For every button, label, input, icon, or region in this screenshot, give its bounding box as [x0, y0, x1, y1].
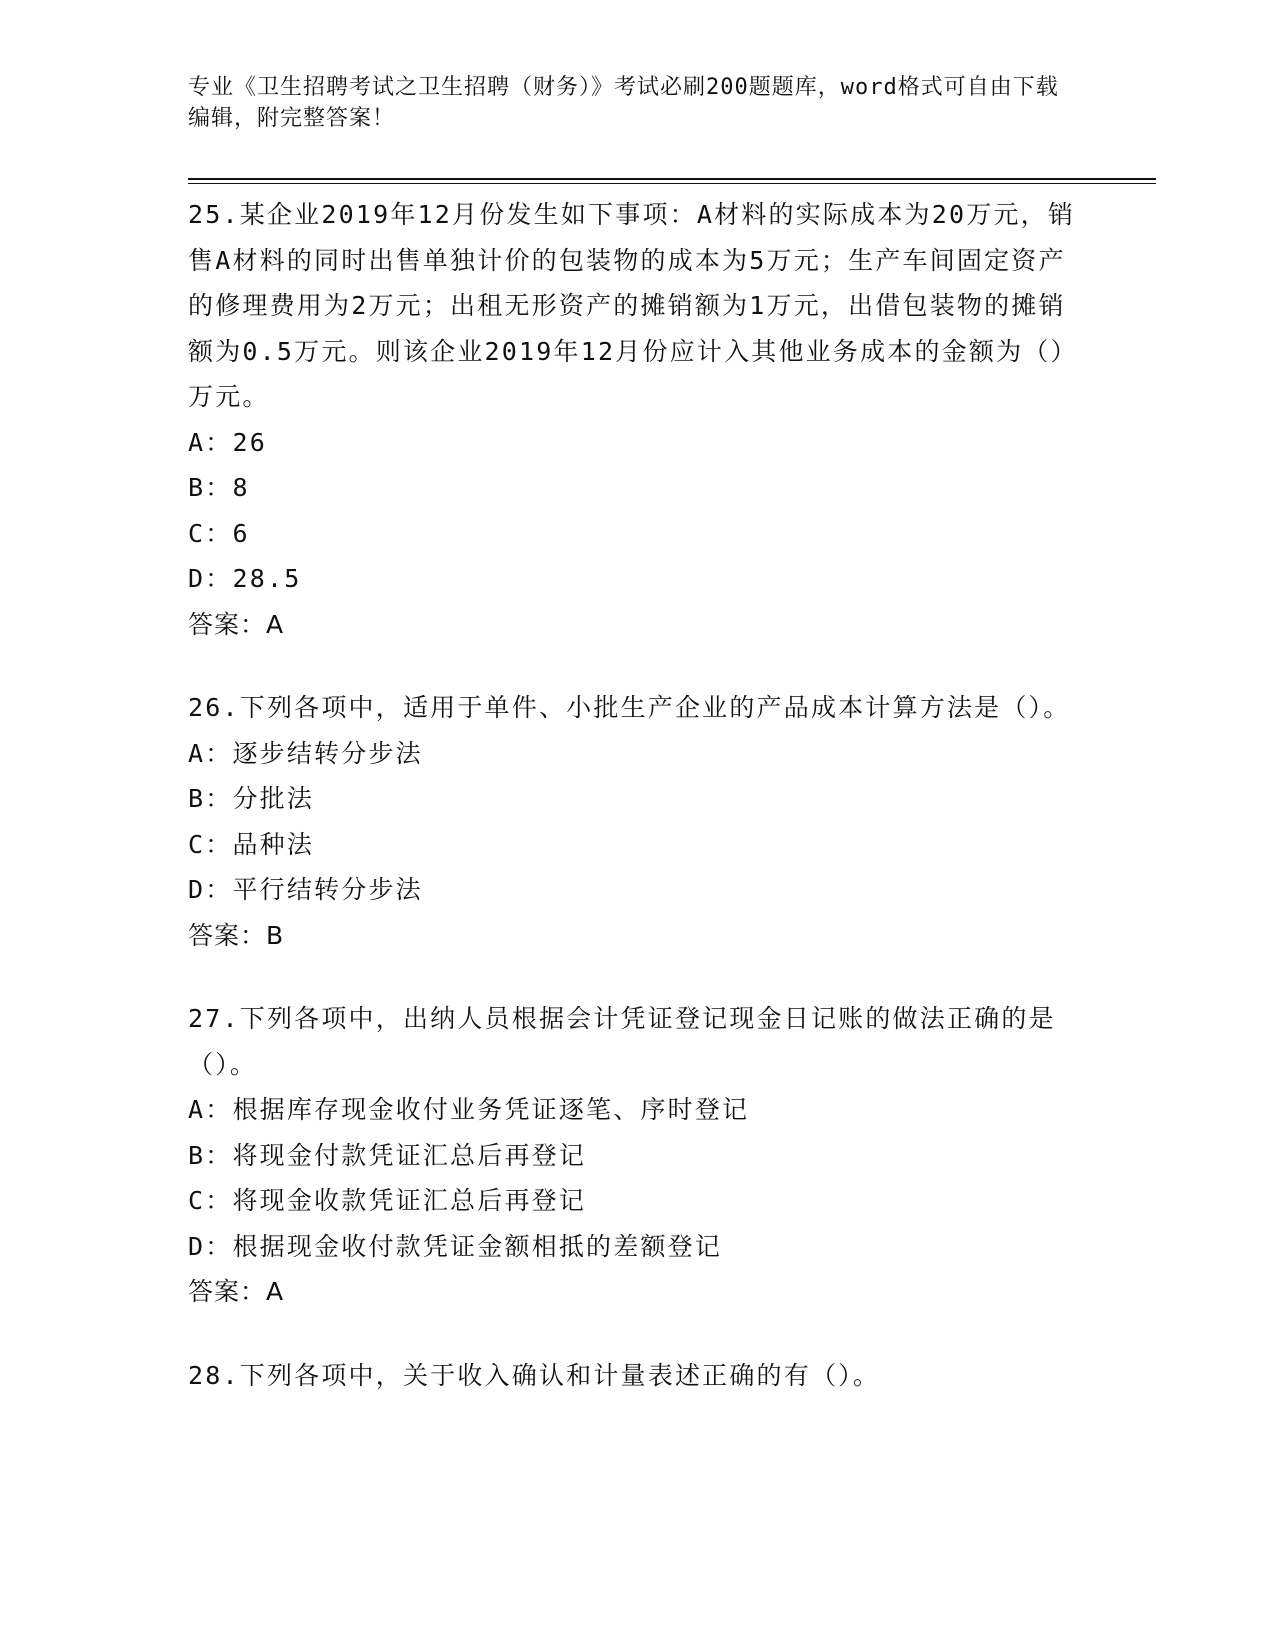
- question-list: [188, 192, 1088, 1436]
- answer-label: 答案：B: [188, 920, 285, 950]
- question-26: [188, 685, 1088, 958]
- option-b: B：分批法: [188, 784, 315, 813]
- question-text: 25.某企业2019年12月份发生如下事项：A材料的实际成本为20万元，销售A材料的同时出售单独计价的包装物的成本为5万元；生产车间固定资产的修理费用为2万元；出租无形资产的摊销额为1万元，出借包装物的摊销额为0.5万元。则该企业2019年12月份应计入其他业务成本的金额为（）万元。: [188, 200, 1078, 411]
- option-b: B：8: [188, 473, 250, 502]
- option-c: C：6: [188, 518, 250, 548]
- option-d: D：平行结转分步法: [188, 875, 423, 904]
- question-27: [188, 996, 1088, 1315]
- header-divider-thin: [188, 183, 1156, 184]
- header-divider-thick: [188, 178, 1156, 180]
- option-b: B：将现金付款凭证汇总后再登记: [188, 1140, 587, 1170]
- option-c: C：将现金收款凭证汇总后再登记: [188, 1186, 587, 1215]
- document-header: 专业《卫生招聘考试之卫生招聘（财务）》考试必刷200题题库，word格式可自由下载编辑，附完整答案！: [188, 75, 1059, 131]
- option-c: C：品种法: [188, 829, 315, 859]
- question-28: [188, 1353, 1088, 1399]
- option-d: D：28.5: [188, 564, 302, 593]
- answer-label: 答案：A: [188, 609, 285, 639]
- question-25: [188, 192, 1088, 647]
- answer-label: 答案：A: [188, 1277, 285, 1306]
- question-text: 28.下列各项中，关于收入确认和计量表述正确的有（）。: [188, 1360, 881, 1390]
- question-text: 26.下列各项中，适用于单件、小批生产企业的产品成本计算方法是（）。: [188, 693, 1071, 722]
- option-d: D：根据现金收付款凭证金额相抵的差额登记: [188, 1231, 723, 1261]
- option-a: A：26: [188, 427, 267, 457]
- option-a: A：逐步结转分步法: [188, 738, 423, 768]
- question-text: 27.下列各项中，出纳人员根据会计凭证登记现金日记账的做法正确的是（）。: [188, 1004, 1056, 1079]
- option-a: A：根据库存现金收付业务凭证逐笔、序时登记: [188, 1095, 750, 1124]
